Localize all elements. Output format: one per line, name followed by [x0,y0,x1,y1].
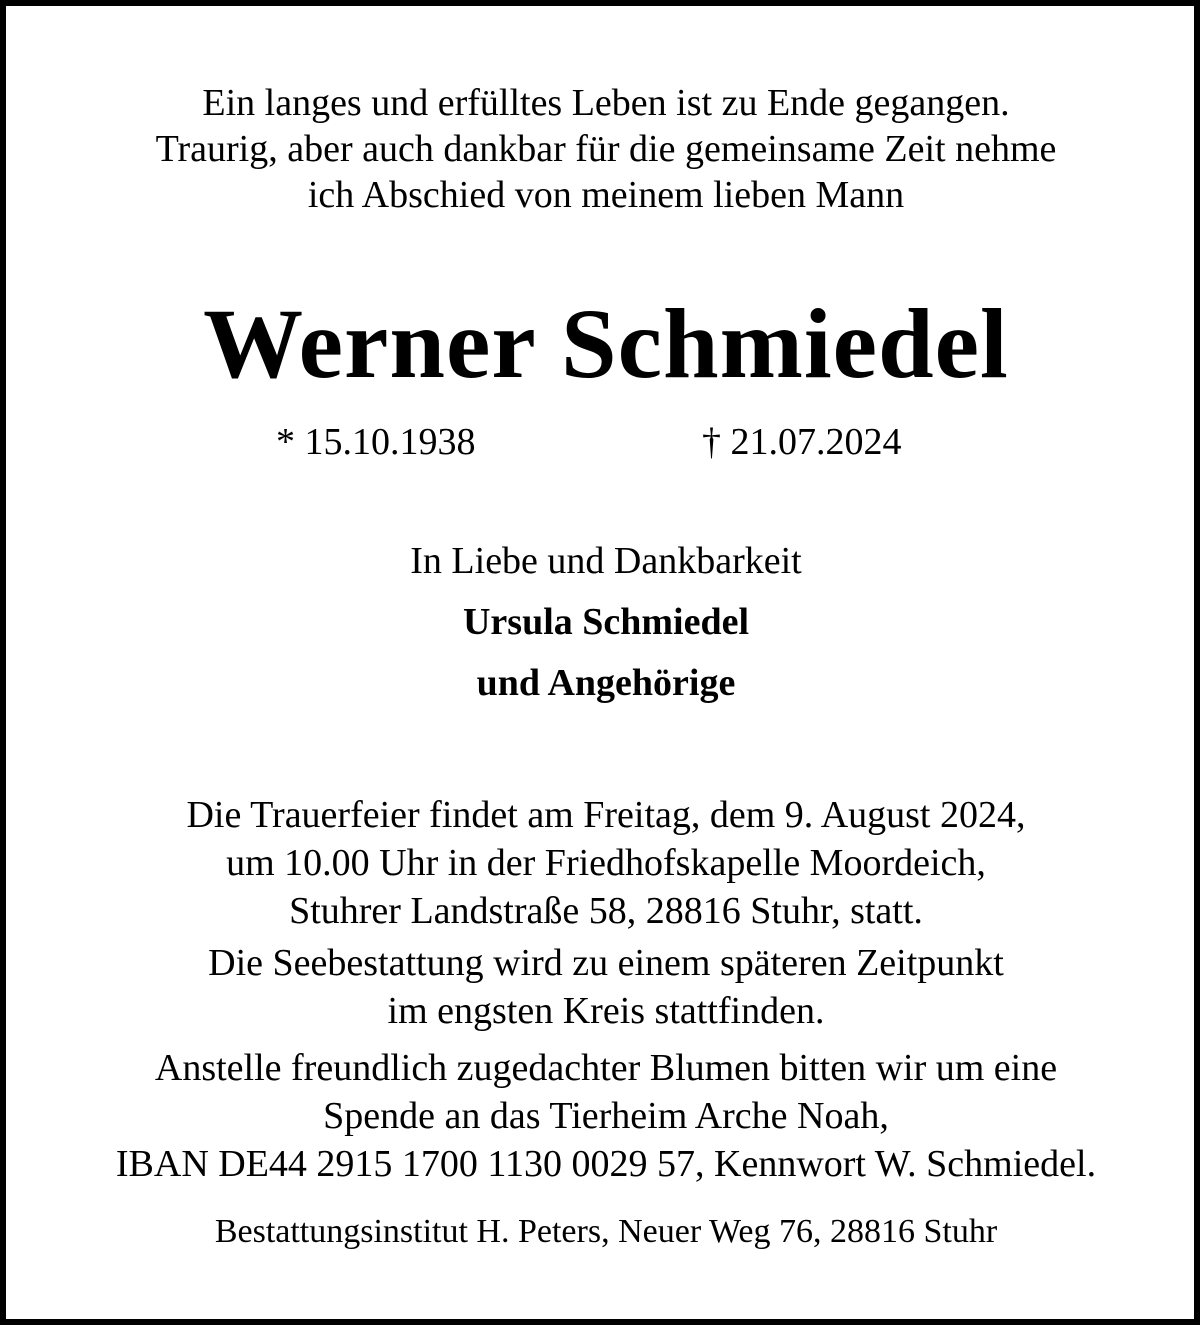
donation-line: IBAN DE44 2915 1700 1130 0029 57, Kennwort W. Schmiedel. [115,1143,1097,1185]
ceremony-line: um 10.00 Uhr in der Friedhofskapelle Moordeich, [226,842,986,884]
ceremony-line: Die Trauerfeier findet am Freitag, dem 9. August 2024, [186,794,1026,836]
deceased-name: Werner Schmiedel [203,288,1009,399]
sea-burial-line: Die Seebestattung wird zu einem späteren Zeitpunkt [208,942,1004,984]
donation-line: Spende an das Tierheim Arche Noah, [323,1095,889,1137]
ceremony-info [6,791,1200,935]
intro-text [6,80,1200,218]
mourner-relatives: und Angehörige [476,662,736,704]
funeral-home: Bestattungsinstitut H. Peters, Neuer Weg 76, 28816 Stuhr [214,1213,998,1250]
sea-burial-info [6,939,1200,1035]
ceremony-line: Stuhrer Landstraße 58, 28816 Stuhr, statt. [289,890,923,932]
sea-burial-line: im engsten Kreis stattfinden. [387,990,825,1032]
death-date: † 21.07.2024 [702,421,902,463]
donation-line: Anstelle freundlich zugedachter Blumen bitten wir um eine [154,1047,1058,1089]
donation-info [6,1044,1200,1188]
birth-date: * 15.10.1938 [276,421,476,463]
mourner-name: Ursula Schmiedel [462,601,750,643]
intro-line: Ein langes und erfülltes Leben ist zu Ende gegangen. [202,82,1010,124]
intro-line: ich Abschied von meinem lieben Mann [307,174,905,216]
intro-line: Traurig, aber auch dankbar für die gemeinsame Zeit nehme [155,128,1057,170]
closing-phrase: In Liebe und Dankbarkeit [410,540,802,582]
